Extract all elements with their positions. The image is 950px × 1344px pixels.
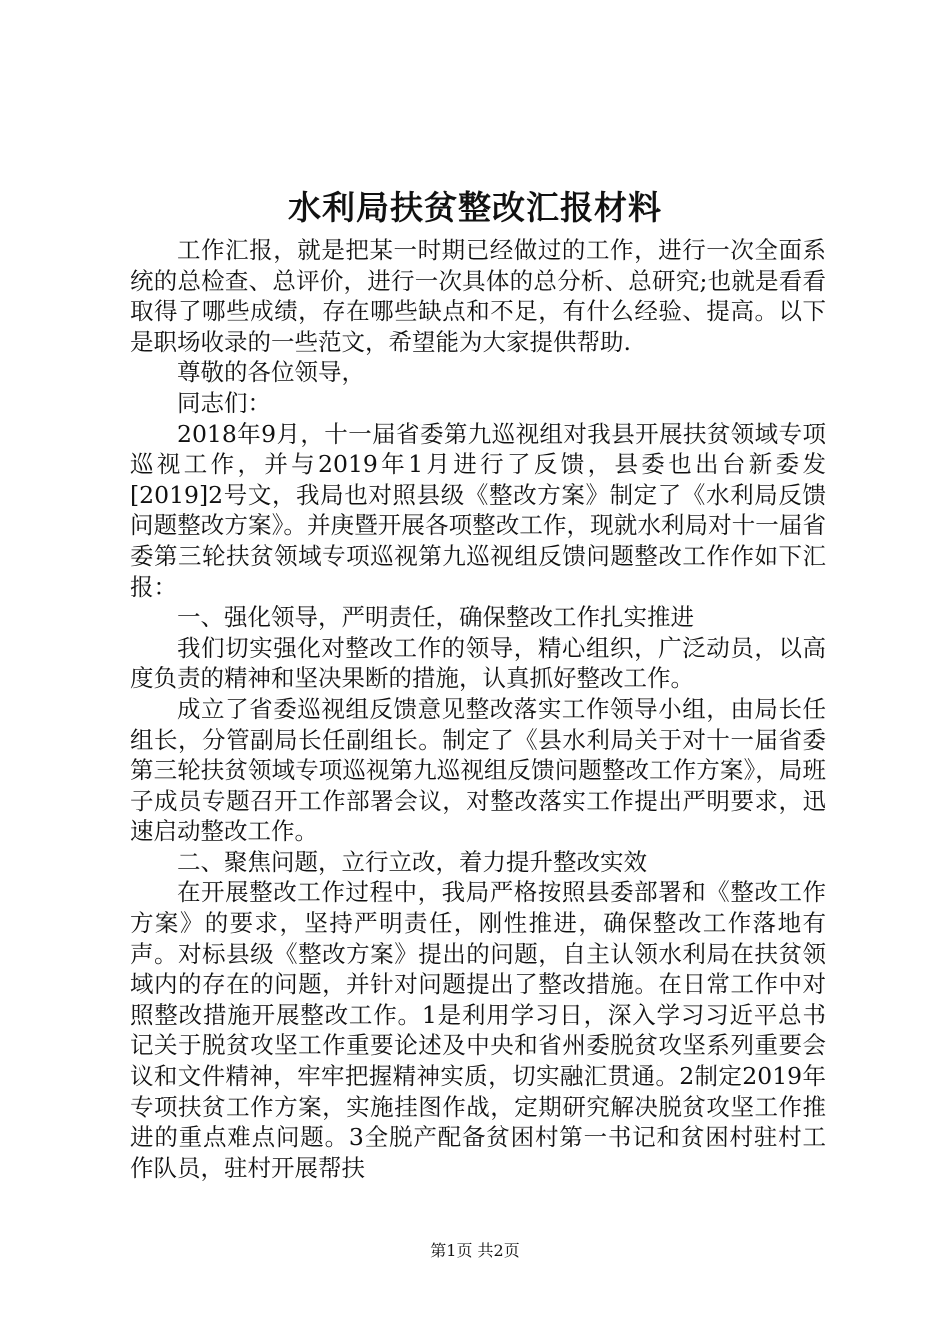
paragraph-background: 2018年9月，十一届省委第九巡视组对我县开展扶贫领域专项巡视工作，并与2019年1月进行了反馈，县委也出台新委发[2019]2号文，我局也对照县级《整改方案》制定了《水利局反馈问题整改方案》。并庚暨开展各项整改工作，现就水利局对十一届省委第三轮扶贫领域专项巡视第九巡视组反馈问题整改工作作如下汇报： xyxy=(130,419,826,601)
paragraph-salutation: 尊敬的各位领导， xyxy=(177,358,365,387)
paragraph-rectification: 在开展整改工作过程中，我局严格按照县委部署和《整改工作方案》的要求，坚持严明责任，刚性推进，确保整改工作落地有声。对标县级《整改方案》提出的问题，自主认领水利局在扶贫领域内的存在的问题，并针对问题提出了整改措施。在日常工作中对照整改措施开展整改工作。1是利用学习日，深入学习习近平总书记关于脱贫攻坚工作重要论述及中央和省州委脱贫攻坚系列重要会议和文件精神，牢牢把握精神实质，切实融汇贯通。2制定2019年专项扶贫工作方案，实施挂图作战，定期研究解决脱贫攻坚工作推进的重点难点问题。3全脱产配备贫困村第一书记和贫困村驻村工作队员，驻村开展帮扶 xyxy=(130,878,826,1182)
paragraph-leadership: 我们切实强化对整改工作的领导，精心组织，广泛动员，以高度负责的精神和坚决果断的措施，认真抓好整改工作。 xyxy=(130,633,826,693)
document-title: 水利局扶贫整改汇报材料 xyxy=(288,188,662,227)
paragraph-leading-group: 成立了省委巡视组反馈意见整改落实工作领导小组，由局长任组长，分管副局长任副组长。制定了《县水利局关于对十一届省委第三轮扶贫领域专项巡视第九巡视组反馈问题整改工作方案》，局班子成员专题召开工作部署会议，对整改落实工作提出严明要求，迅速启动整改工作。 xyxy=(130,694,826,846)
paragraph-intro: 工作汇报，就是把某一时期已经做过的工作，进行一次全面系统的总检查、总评价，进行一次具体的总分析、总研究;也就是看看取得了哪些成绩，存在哪些缺点和不足，有什么经验、提高。以下是职场收录的一些范文，希望能为大家提供帮助. xyxy=(130,236,826,356)
paragraph-greeting: 同志们： xyxy=(177,388,271,417)
document-body xyxy=(130,235,826,1183)
section-heading-2: 二、聚焦问题，立行立改，着力提升整改实效 xyxy=(177,847,647,876)
section-heading-1: 一、强化领导，严明责任，确保整改工作扎实推进 xyxy=(177,603,694,632)
page-footer: 第1页 共2页 xyxy=(430,1241,520,1260)
